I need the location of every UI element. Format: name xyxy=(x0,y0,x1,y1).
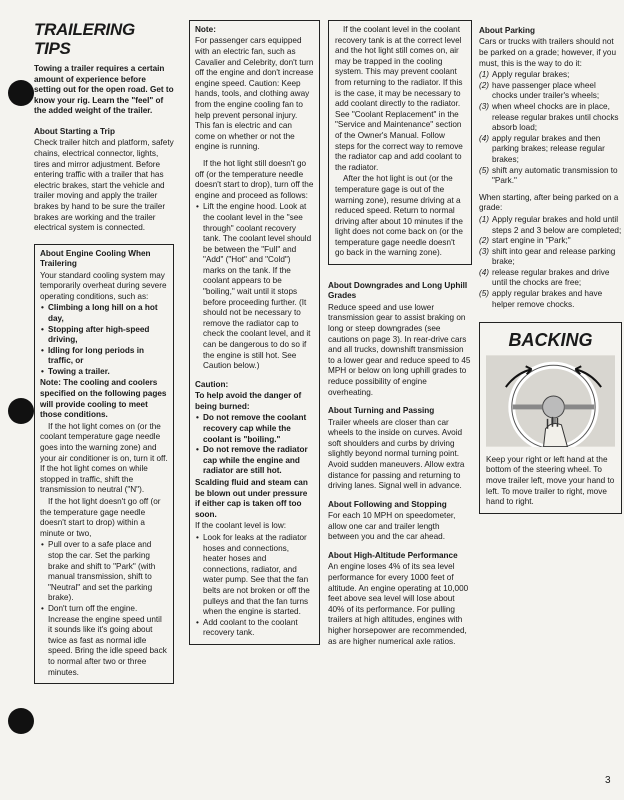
cooling-paragraph: If the hot light doesn't go off (or the temperature gage needle doesn't start to drop) within a minute or two, xyxy=(40,497,161,538)
list-item: (3) when wheel chocks are in place, release regular brakes until chocks absorb load; xyxy=(479,101,619,133)
section-heading: About Turning and Passing xyxy=(328,406,435,416)
list-item: • Pull over to a safe place and stop the car. Set the parking brake and shift to "Park" (with manual transmission, shift to "Neutral" and set the parking brake). xyxy=(40,540,168,604)
column-1 xyxy=(34,20,174,684)
engine-cooling-box xyxy=(34,244,174,684)
box-paragraph: If the coolant level in the coolant recovery tank is at the correct level and the hot light still comes on, air may be trapped in the cooling system. This may prevent coolant from returning to the radiator. If this is the case, it may be necessary to add coolant directly to the radiator. See "Coolant Replacement" in the "Service and Maintenance" section of the Owner's Manual. Follow steps for the correct way to remove the radiator cap and add coolant to the radiator. xyxy=(335,25,463,172)
binder-hole-icon xyxy=(8,80,34,106)
section-text: Reduce speed and use lower transmission gear to assist braking on long or steep downgrades (see cautions on page 3). In rear-drive cars and all trucks, downshift transmission to a lower gear and reduce speed to 45 MPH or below on long uphill grades to reduce possibility of engine overheating. xyxy=(328,302,471,397)
section-heading: About Downgrades and Long Uphill Grades xyxy=(328,281,468,301)
list-item: (4) release regular brakes and drive until the chocks are free; xyxy=(479,267,610,288)
list-item: • Don't turn off the engine. Increase the engine speed until it sounds like it's going about twice as fast as normal idle speed. Bring the idle speed back to normal after two or three minutes. xyxy=(40,604,168,678)
list-item: (2) have passenger place wheel chocks under trailer's wheels; xyxy=(479,80,600,101)
note-heading: Note: xyxy=(195,25,216,34)
cooling-paragraph: If the hot light comes on (or the coolant temperature gage needle goes into the warning zone) and your air conditioner is on, turn it off. If the hot light comes on while stopped in traffic, shift the transmission to neutral ("N"). xyxy=(40,421,168,495)
section-heading: About High-Altitude Performance xyxy=(328,550,458,560)
section-text: Trailer wheels are closer than car wheels to the inside on curves. Avoid soft shoulders and curbs by driving slightly beyond normal turning point. Avoid sudden maneuvers. Allow extra distance for passing and returning to driving lanes. Signal well in advance. xyxy=(328,417,465,491)
cooling-conditions-list xyxy=(40,303,168,377)
list-item: (2) start engine in "Park;" xyxy=(479,236,571,246)
caution-text: To help avoid the danger of being burned: xyxy=(195,391,302,411)
list-item: (5) shift any automatic transmission to "Park." xyxy=(479,165,618,186)
section-heading: About Following and Stopping xyxy=(328,499,447,509)
caution-list xyxy=(195,413,314,477)
list-item: • Idling for long periods in traffic, or xyxy=(40,346,168,367)
list-item: • Look for leaks at the radiator hoses and connections, heater hoses and connections, radiator, and water pump. See that the fan belts are not broken or off the pulleys and that the fan turns when the engine is started. xyxy=(195,533,314,618)
cooling-heading: About Engine Cooling When Trailering xyxy=(40,248,151,269)
list-item: (1) Apply regular brakes; xyxy=(479,70,570,80)
parking-steps-list xyxy=(479,70,622,187)
starting-grade-text: When starting, after being parked on a grade: xyxy=(479,192,619,213)
cooling-text: Your standard cooling system may temporarily overheat during severe operating conditions, such as: xyxy=(40,270,167,301)
backing-title: BACKING xyxy=(508,330,593,351)
list-item: • Add coolant to the coolant recovery tank. xyxy=(195,618,314,639)
parking-heading: About Parking xyxy=(479,26,535,35)
hood-steps-list xyxy=(195,202,314,372)
section-text: An engine loses 4% of its sea level performance for every 1000 feet of altitude. An engine operating at 10,000 feet above sea level will lose about 40% of its performance. For pulling trailers at high altitudes, engines with higher horsepower are recommended, as are higher numerical axle ratios. xyxy=(328,562,469,646)
caution-heading: Caution: xyxy=(195,379,229,389)
page-title: TRAILERING TIPS xyxy=(34,20,135,58)
hot-light-paragraph: If the hot light still doesn't go off (or the temperature needle doesn't start to drop), turn off the engine and proceed as follows: xyxy=(195,158,314,200)
column-3 xyxy=(328,20,472,648)
column-2 xyxy=(189,20,320,645)
list-item: (1) Apply regular brakes and hold until steps 2 and 3 below are completed; xyxy=(479,214,622,235)
list-item: (4) apply regular brakes and then parking brakes; release regular brakes; xyxy=(479,133,605,164)
section-text: For each 10 MPH on speedometer, allow one car and trailer length between you and the car ahead. xyxy=(328,511,456,542)
list-item: • Towing a trailer. xyxy=(40,367,168,378)
list-item: • Climbing a long hill on a hot day, xyxy=(40,303,168,324)
list-item: • Lift the engine hood. Look at the coolant level in the "see through" coolant recovery tank. The coolant level should be between the "Full" and "Add" ("Hot" and "Cold") marks on the tank. If the coolant appears to be "boiling," wait until it stops before proceeding further. (It should not be necessary to remove the radiator cap to check the coolant level, and it can be dangerous to do so if the engine is still hot. See Caution below.) xyxy=(195,202,314,372)
note-caution-box xyxy=(189,20,320,645)
cooling-steps-list xyxy=(40,540,168,678)
column-4 xyxy=(479,26,622,514)
starting-text: Check trailer hitch and platform, safety chains, electrical connector, lights, tires and mirror adjustment. Before entering traffic with a trailer that has electric brakes, start the vehicle and trailer moving and apply the trailer brakes by hand to be sure the trailer brakes are working and the trailer electrical system is connected. xyxy=(34,138,174,233)
box-paragraph: After the hot light is out (or the temperature gage is out of the warning zone), resume driving at a reduced speed. Return to normal driving after about 10 minutes if the light does not come back on (or the temperature gage needle doesn't go back in the warning zone). xyxy=(335,174,463,258)
low-coolant-text: If the coolant level is low: xyxy=(195,521,287,531)
binder-hole-icon xyxy=(8,708,34,734)
list-item: (5) apply regular brakes and have helper remove chocks. xyxy=(479,289,603,309)
note-text: For passenger cars equipped with an electric fan, such as Cavalier and Celebrity, don't turn off the engine and don't increase engine speed. Caution: Keep hands, tools, and clothing away from the engine cooling fan to help prevent personal injury. This fan is electric and can come on whether or not the engine is running. xyxy=(195,36,314,152)
list-item: • Do not remove the radiator cap while the engine and radiator are still hot. xyxy=(195,445,314,477)
air-trapped-box xyxy=(328,20,472,265)
backing-text: Keep your right or left hand at the bottom of the steering wheel. To move trailer left, move your hand to left. To move trailer to right, move hand to right. xyxy=(486,454,615,507)
scald-warning: Scalding fluid and steam can be blown out under pressure if either cap is taken off too soon. xyxy=(195,477,308,519)
starting-steps-list xyxy=(479,215,622,310)
list-item: • Stopping after high-speed driving, xyxy=(40,325,168,346)
list-item: • Do not remove the coolant recovery cap while the coolant is "boiling." xyxy=(195,413,314,445)
list-item: (3) shift into gear and release parking brake; xyxy=(479,246,616,267)
parking-text: Cars or trucks with trailers should not be parked on a grade; however, if you must, this is the way to do it: xyxy=(479,37,617,68)
low-coolant-list xyxy=(195,533,314,639)
page-number: 3 xyxy=(605,775,611,786)
binder-hole-icon xyxy=(8,398,34,424)
backing-box xyxy=(479,322,622,514)
starting-heading: About Starting a Trip xyxy=(34,126,115,136)
cooling-note: Note: The cooling and coolers specified on the following pages will provide cooling to meet those conditions. xyxy=(40,378,167,420)
intro-text: Towing a trailer requires a certain amount of experience before setting out for the open road. Get to know your rig. Learn the "feel" of the added weight of the trailer. xyxy=(34,64,174,116)
steering-wheel-icon xyxy=(486,355,615,447)
